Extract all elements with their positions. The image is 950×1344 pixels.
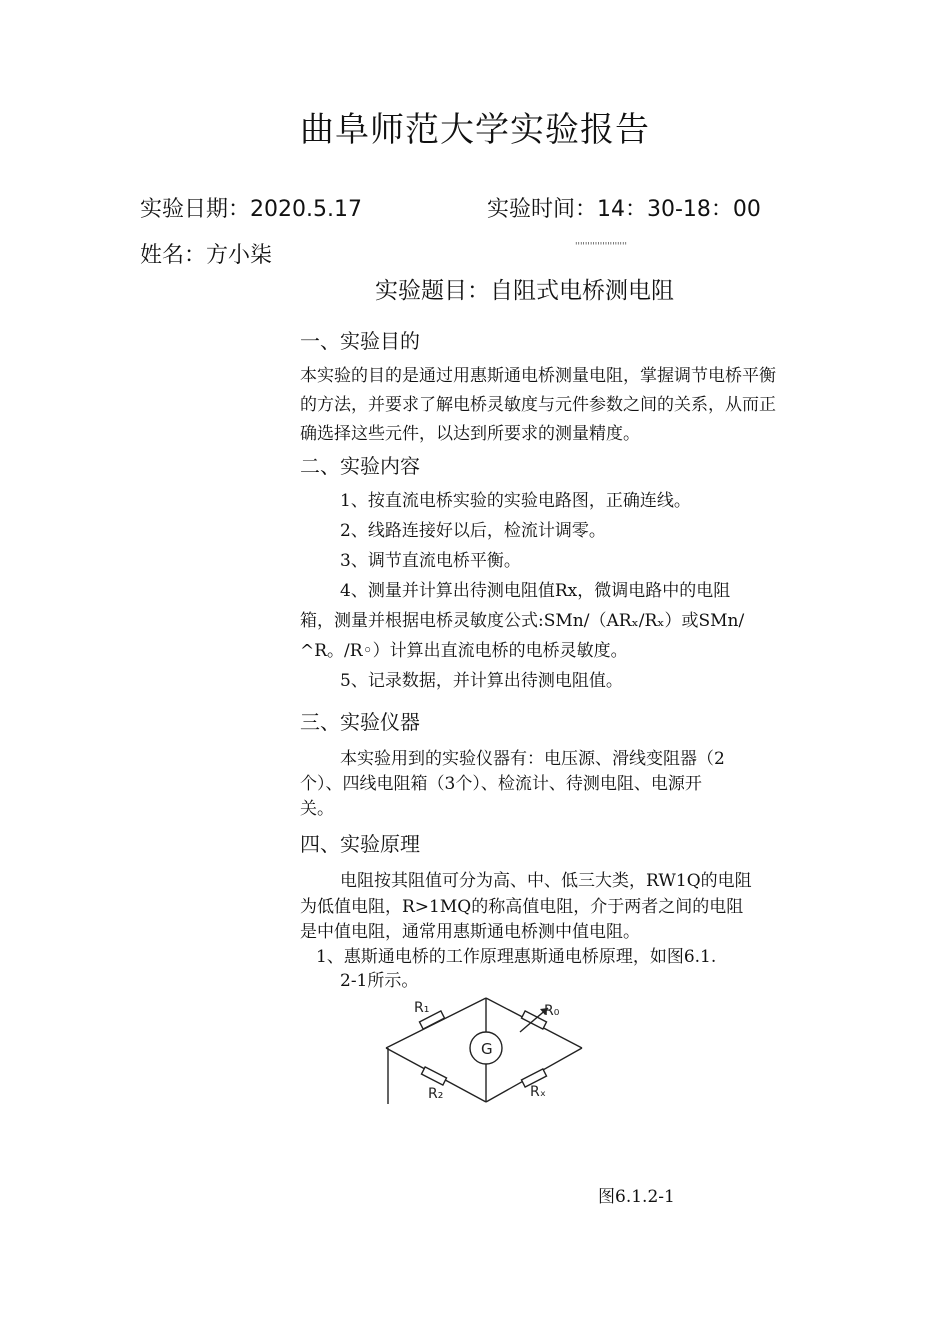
label-r0: R₀ bbox=[544, 1003, 560, 1019]
label-g: G bbox=[481, 1040, 493, 1058]
principle-line-2: 为低值电阻，R>1MQ的称高值电阻，介于两者之间的电阻 bbox=[300, 897, 744, 917]
small-mark: ''''''''''''''''''''' bbox=[575, 242, 627, 252]
content-item-3: 3、调节直流电桥平衡。 bbox=[340, 551, 521, 571]
section-2-title: 二、实验内容 bbox=[300, 454, 420, 478]
section-1-body: 本实验的目的是通过用惠斯通电桥测量电阻，掌握调节电桥平衡的方法，并要求了解电桥灵敏度与元件参数之间的关系，从而正确选择这些元件，以达到所要求的测量精度。 bbox=[300, 366, 776, 444]
experiment-topic: 实验题目：自阻式电桥测电阻 bbox=[375, 278, 674, 304]
label-r2: R₂ bbox=[428, 1086, 444, 1102]
principle-line-3: 是中值电阻，通常用惠斯通电桥测中值电阻。 bbox=[300, 922, 640, 942]
principle-item-1-cont: 2-1所示。 bbox=[340, 971, 419, 991]
figure-caption: 图6.1.2-1 bbox=[598, 1187, 675, 1207]
principle-line-1: 电阻按其阻值可分为高、中、低三大类，RW1Q的电阻 bbox=[340, 871, 752, 891]
wheatstone-bridge-diagram bbox=[380, 990, 590, 1110]
principle-item-1: 1、惠斯通电桥的工作原理惠斯通电桥原理，如图6.1. bbox=[316, 947, 717, 967]
section-3-title: 三、实验仪器 bbox=[300, 710, 420, 734]
content-item-4-cont: 箱，测量并根据电桥灵敏度公式:SMn/（ARₓ/Rₓ）或SMn/ bbox=[300, 611, 745, 631]
section-1-title: 一、实验目的 bbox=[300, 329, 420, 353]
content-item-4: 4、测量并计算出待测电阻值Rx，微调电路中的电阻 bbox=[340, 581, 731, 601]
content-item-5: 5、记录数据，并计算出待测电阻值。 bbox=[340, 671, 623, 691]
label-rx: Rₓ bbox=[530, 1084, 546, 1100]
instruments-line-3: 关。 bbox=[300, 799, 334, 819]
instruments-line-2: 个）、四线电阻箱（3个）、检流计、待测电阻、电源开 bbox=[300, 774, 702, 794]
experiment-time: 实验时间：14：30-18：00 bbox=[487, 197, 761, 222]
report-title: 曲阜师范大学实验报告 bbox=[300, 110, 650, 150]
label-r1: R₁ bbox=[414, 1000, 430, 1016]
content-item-1: 1、按直流电桥实验的实验电路图，正确连线。 bbox=[340, 491, 691, 511]
content-item-2: 2、线路连接好以后，检流计调零。 bbox=[340, 521, 606, 541]
content-item-4-cont2: ^R。/R◦）计算出直流电桥的电桥灵敏度。 bbox=[300, 641, 628, 661]
instruments-line-1: 本实验用到的实验仪器有：电压源、滑线变阻器（2 bbox=[340, 749, 725, 769]
experiment-date: 实验日期：2020.5.17 bbox=[140, 197, 362, 222]
resistor-r2 bbox=[421, 1067, 446, 1085]
student-name: 姓名：方小柒 bbox=[140, 243, 273, 268]
section-4-title: 四、实验原理 bbox=[300, 832, 420, 856]
